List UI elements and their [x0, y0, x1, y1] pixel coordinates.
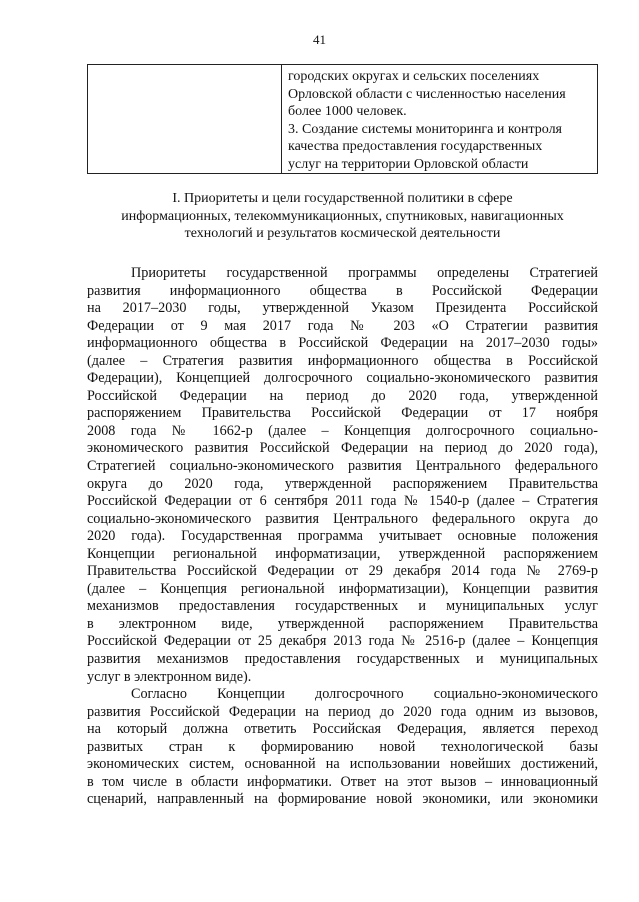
text-line: 2020 года). Государственная программа учитывает основные положения	[87, 528, 598, 545]
text-line: Правительства Российской Федерации от 29 декабря 2014 года № 2769-р	[87, 563, 598, 580]
table-cell-line: услуг на территории Орловской области	[288, 156, 529, 172]
text-line: социально-экономического развития Центрального федерального округа до	[87, 510, 598, 527]
text-line: развитых стран к формированию новой технологической базы	[87, 738, 598, 755]
paragraph-1	[87, 265, 598, 686]
text-line: на 2017–2030 годы, утвержденной Указом Президента Российской	[87, 300, 598, 317]
text-line: округа до 2020 года, утвержденной распоряжением Правительства	[87, 475, 598, 492]
text-line: экономических систем, основанной на использовании новейших достижений,	[87, 756, 598, 773]
text-line: развития Российской Федерации на период до 2020 года одним из вызовов,	[87, 703, 598, 720]
text-line: Федерации), Концепцией долгосрочного социально-экономического развития	[87, 370, 598, 387]
text-line: (далее – Концепция региональной информатизации), Концепции развития	[87, 580, 598, 597]
text-line: экономического развития Российской Федерации на период до 2020 года),	[87, 440, 598, 457]
text-line: сценарий, направленный на формирование новой экономики, или экономики	[87, 791, 598, 808]
paragraph-2	[87, 686, 598, 809]
text-line: Российской Федерации от 25 декабря 2013 года № 2516-р (далее – Концепция	[87, 633, 598, 650]
text-line: механизмов предоставления государственных и муниципальных услуг	[87, 598, 598, 615]
text-line: Российской Федерации на период до 2020 года, утвержденной	[87, 387, 598, 404]
text-line: Стратегией социально-экономического развития Центрального федерального	[87, 458, 598, 475]
text-line: развития информационного общества в Российской Федерации	[87, 282, 598, 299]
text-line: на который должна ответить Российская Федерация, является переход	[87, 721, 598, 738]
text-line: развития механизмов предоставления государственных и муниципальных	[87, 651, 598, 668]
section-heading	[87, 190, 598, 243]
text-line: Концепции региональной информатизации, утвержденной распоряжением	[87, 545, 598, 562]
heading-line: информационных, телекоммуникационных, спутниковых, навигационных	[121, 208, 564, 224]
text-line: услуг в электронном виде).	[87, 668, 252, 685]
table-cell-line: более 1000 человек.	[288, 104, 407, 119]
text-line: Приоритеты государственной программы определены Стратегией	[131, 265, 598, 281]
text-line: Федерации от 9 мая 2017 года № 203 «О Стратегии развития	[87, 317, 598, 334]
text-line: Российской Федерации от 6 сентября 2011 года № 1540-р (далее – Стратегия	[87, 493, 598, 510]
table-cell-line: 3. Создание системы мониторинга и контроля	[288, 121, 562, 137]
table-cell-line: Орловской области с численностью населения	[288, 86, 566, 102]
body-text	[87, 265, 598, 809]
table-cell-line: городских округах и сельских поселениях	[288, 69, 540, 84]
continued-table	[87, 64, 598, 174]
heading-line: I. Приоритеты и цели государственной политики в сфере	[172, 191, 513, 206]
table-cell-line: качества предоставления государственных	[288, 139, 543, 154]
page-number: 41	[313, 32, 326, 47]
table-column-divider	[281, 65, 282, 173]
text-line: распоряжением Правительства Российской Федерации от 17 ноября	[87, 405, 598, 422]
text-line: 2008 года № 1662-р (далее – Концепция долгосрочного социально-	[87, 422, 598, 439]
text-line: информационного общества в Российской Федерации на 2017–2030 годы»	[87, 335, 598, 352]
heading-line: технологий и результатов космической деятельности	[184, 226, 501, 241]
text-line: в электронном виде, утвержденной распоряжением Правительства	[87, 615, 598, 632]
text-line: (далее – Стратегия развития информационного общества в Российской	[87, 352, 598, 369]
table-right-cell	[288, 68, 593, 173]
text-line: в том числе в области информатики. Ответ на этот вызов – инновационный	[87, 773, 598, 790]
text-line: Согласно Концепции долгосрочного социально-экономического	[131, 686, 598, 703]
